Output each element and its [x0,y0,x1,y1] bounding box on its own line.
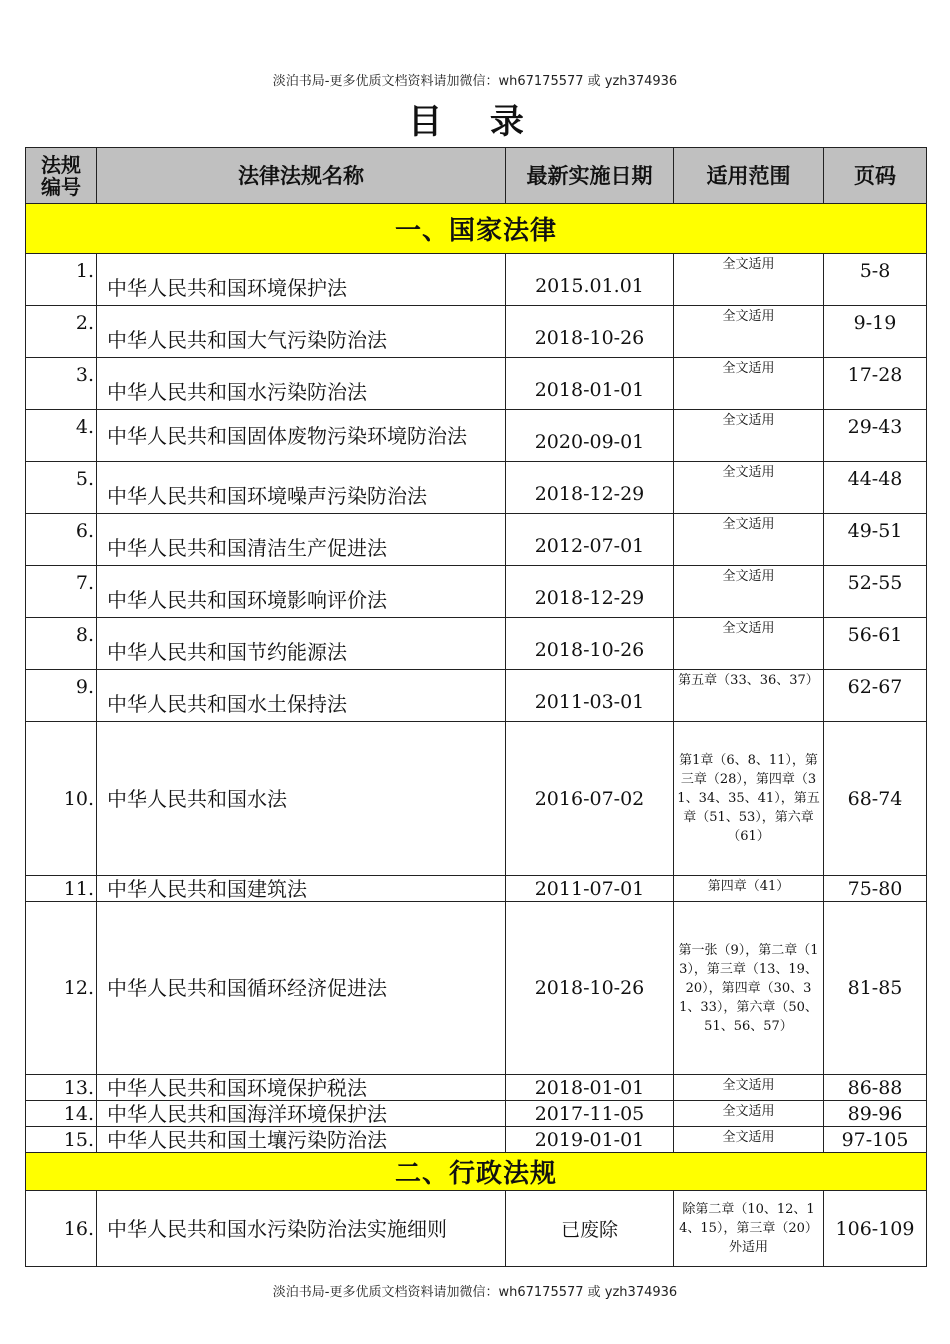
row-date: 2018-01-01 [506,1075,674,1101]
row-pages: 97-105 [824,1127,927,1153]
row-date: 已废除 [506,1191,674,1267]
row-date: 2018-10-26 [506,618,674,670]
section-heading: 二、行政法规 [26,1153,927,1191]
row-law-name: 中华人民共和国水土保持法 [97,670,506,722]
row-number: 7. [26,566,97,618]
table-row [26,670,927,722]
row-date: 2018-12-29 [506,566,674,618]
row-number: 16. [26,1191,97,1267]
row-law-name: 中华人民共和国环境噪声污染防治法 [97,462,506,514]
row-date: 2016-07-02 [506,722,674,876]
column-header-pages: 页码 [824,148,927,204]
row-number: 4. [26,410,97,462]
row-pages: 81-85 [824,902,927,1075]
row-date: 2019-01-01 [506,1127,674,1153]
row-number: 10. [26,722,97,876]
table-row [26,1127,927,1153]
row-scope: 全文适用 [674,1075,824,1101]
row-law-name: 中华人民共和国水法 [97,722,506,876]
row-number: 2. [26,306,97,358]
row-scope: 第五章（33、36、37） [674,670,824,722]
column-header-number-label: 法规 编号 [41,152,81,199]
row-pages: 5-8 [824,254,927,306]
row-scope: 全文适用 [674,254,824,306]
table-row [26,1101,927,1127]
column-header-date: 最新实施日期 [506,148,674,204]
footer-note: 淡泊书局-更多优质文档资料请加微信：wh67175577 或 yzh374936 [272,1285,678,1300]
table-row [26,358,927,410]
column-header-scope: 适用范围 [674,148,824,204]
row-scope: 除第二章（10、12、14、15），第三章（20）外适用 [674,1191,824,1267]
table-row [26,1075,927,1101]
row-law-name: 中华人民共和国土壤污染防治法 [97,1127,506,1153]
row-date: 2012-07-01 [506,514,674,566]
row-date: 2011-03-01 [506,670,674,722]
row-scope: 第四章（41） [674,876,824,902]
table-row [26,514,927,566]
row-scope: 全文适用 [674,306,824,358]
row-pages: 17-28 [824,358,927,410]
table-row [26,722,927,876]
table-row [26,410,927,462]
row-number: 11. [26,876,97,902]
row-scope: 全文适用 [674,566,824,618]
row-number: 13. [26,1075,97,1101]
row-scope: 全文适用 [674,514,824,566]
row-law-name: 中华人民共和国海洋环境保护法 [97,1101,506,1127]
row-pages: 89-96 [824,1101,927,1127]
row-number: 15. [26,1127,97,1153]
section-row [26,1153,927,1191]
row-number: 6. [26,514,97,566]
row-scope: 全文适用 [674,462,824,514]
table-row [26,306,927,358]
row-scope: 全文适用 [674,1127,824,1153]
row-scope: 第一张（9），第二章（13），第三章（13、19、20），第四章（30、31、33），第六章（50、51、56、57） [674,902,824,1075]
table-row [26,1191,927,1267]
row-number: 1. [26,254,97,306]
table-header-row [26,148,927,204]
row-pages: 56-61 [824,618,927,670]
row-pages: 29-43 [824,410,927,462]
row-law-name: 中华人民共和国水污染防治法实施细则 [97,1191,506,1267]
row-pages: 44-48 [824,462,927,514]
column-header-name: 法律法规名称 [97,148,506,204]
row-scope: 全文适用 [674,410,824,462]
row-scope: 全文适用 [674,1101,824,1127]
table-row [26,618,927,670]
section-heading: 一、国家法律 [26,204,927,254]
row-law-name: 中华人民共和国环境保护法 [97,254,506,306]
row-pages: 75-80 [824,876,927,902]
table-row [26,876,927,902]
row-number: 12. [26,902,97,1075]
table-row [26,462,927,514]
row-pages: 86-88 [824,1075,927,1101]
row-law-name: 中华人民共和国环境影响评价法 [97,566,506,618]
row-pages: 62-67 [824,670,927,722]
row-pages: 106-109 [824,1191,927,1267]
row-date: 2020-09-01 [506,410,674,462]
row-number: 14. [26,1101,97,1127]
row-law-name: 中华人民共和国循环经济促进法 [97,902,506,1075]
row-number: 9. [26,670,97,722]
row-law-name: 中华人民共和国环境保护税法 [97,1075,506,1101]
row-date: 2018-01-01 [506,358,674,410]
row-date: 2018-10-26 [506,306,674,358]
table-row [26,254,927,306]
row-pages: 9-19 [824,306,927,358]
row-pages: 52-55 [824,566,927,618]
row-number: 8. [26,618,97,670]
row-law-name: 中华人民共和国清洁生产促进法 [97,514,506,566]
row-date: 2017-11-05 [506,1101,674,1127]
column-header-number [26,148,97,204]
row-number: 3. [26,358,97,410]
row-date: 2018-12-29 [506,462,674,514]
table-row [26,566,927,618]
section-row [26,204,927,254]
header-note: 淡泊书局-更多优质文档资料请加微信：wh67175577 或 yzh374936 [272,74,678,89]
page-title: 目 录 [408,102,542,142]
row-scope: 第1章（6、8、11），第三章（28），第四章（31、34、35、41），第五章（51、53），第六章（61） [674,722,824,876]
row-pages: 68-74 [824,722,927,876]
table-row [26,902,927,1075]
row-law-name: 中华人民共和国建筑法 [97,876,506,902]
row-law-name: 中华人民共和国节约能源法 [97,618,506,670]
row-law-name: 中华人民共和国大气污染防治法 [97,306,506,358]
row-law-name: 中华人民共和国固体废物污染环境防治法 [97,410,506,462]
row-law-name: 中华人民共和国水污染防治法 [97,358,506,410]
row-date: 2015.01.01 [506,254,674,306]
row-date: 2018-10-26 [506,902,674,1075]
regulations-table [25,147,927,1267]
row-scope: 全文适用 [674,358,824,410]
row-pages: 49-51 [824,514,927,566]
row-date: 2011-07-01 [506,876,674,902]
row-number: 5. [26,462,97,514]
row-scope: 全文适用 [674,618,824,670]
